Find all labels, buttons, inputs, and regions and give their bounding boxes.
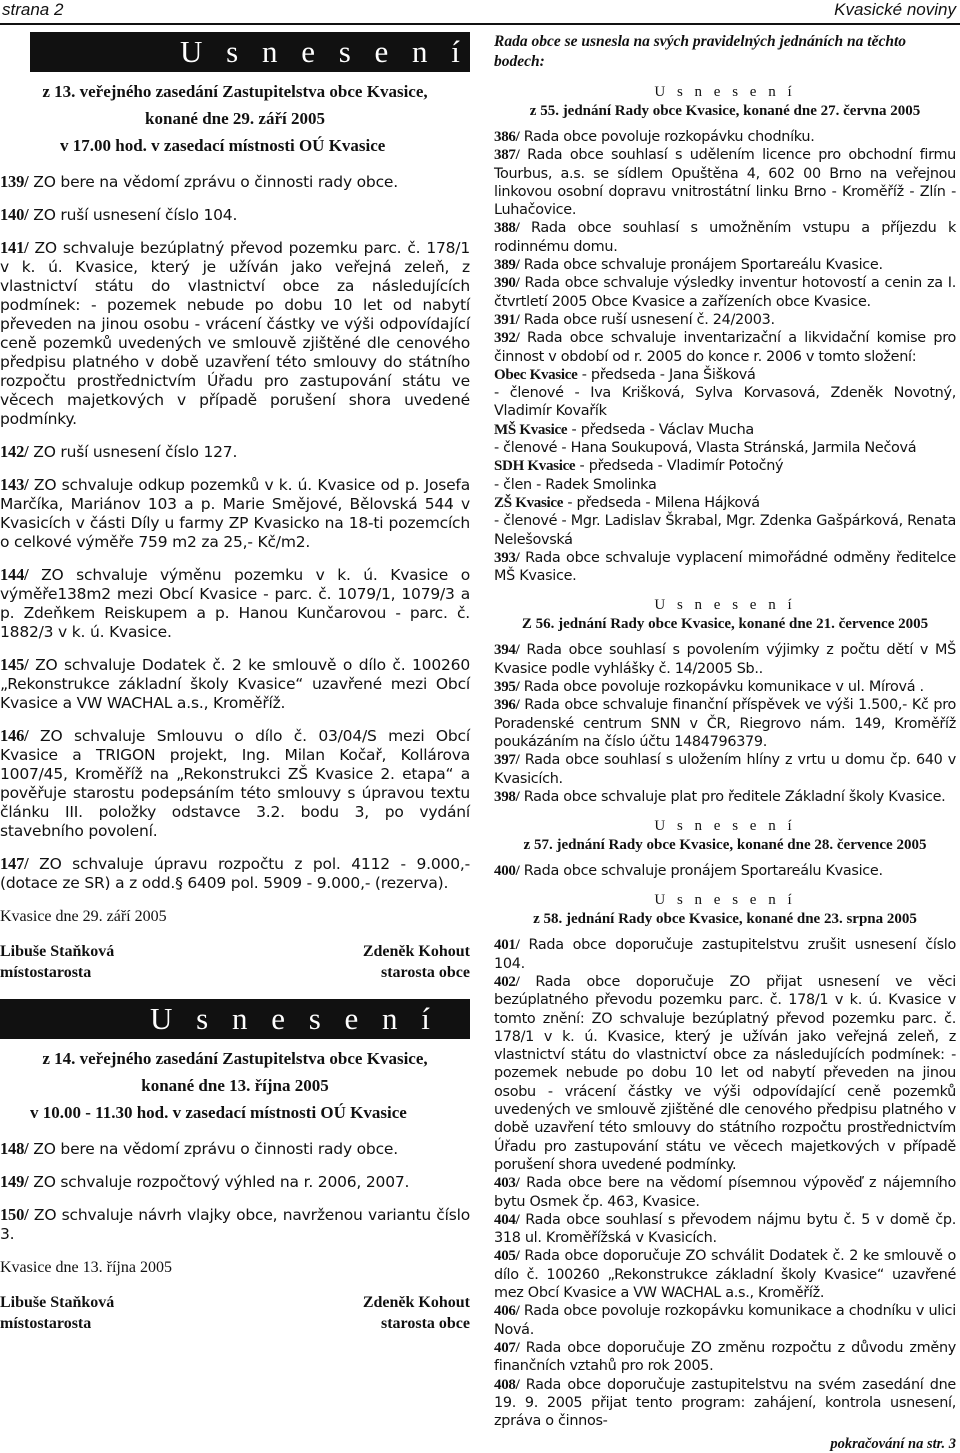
resolution-number: 404/ bbox=[494, 1211, 520, 1228]
newspaper-name: Kvasické noviny bbox=[834, 0, 956, 19]
resolution-number: 406/ bbox=[494, 1303, 520, 1320]
commission-members: - předseda - Vladimír Potočný bbox=[575, 458, 784, 475]
resolution-text: ZO schvaluje Dodatek č. 2 ke smlouvě o dílo č. 100260 „Rekonstrukce základní školy Kvasice“ uzavřené mezi Obcí Kvasice a VW WACHAL a.s., Kroměříž. bbox=[0, 656, 470, 712]
resolution-list bbox=[494, 862, 956, 880]
commission-line bbox=[494, 366, 956, 384]
signer-role: místostarosta bbox=[0, 1315, 92, 1332]
resolution-item bbox=[494, 1376, 956, 1431]
resolution-text: Rada obce schvaluje pronájem Sportareálu Kvasice. bbox=[523, 257, 883, 274]
meeting-line: konané dne 13. října 2005 bbox=[141, 1076, 329, 1095]
resolution-item bbox=[0, 1172, 470, 1192]
commission-body: Obec Kvasice bbox=[494, 366, 578, 383]
resolution-text: ZO schvaluje rozpočtový výhled na r. 2006, 2007. bbox=[33, 1173, 410, 1191]
page-header bbox=[0, 0, 960, 22]
commission-members: - předseda - Milena Hájková bbox=[563, 494, 760, 511]
resolution-item bbox=[494, 1302, 956, 1339]
resolution-item bbox=[494, 936, 956, 973]
left-column bbox=[0, 32, 470, 1336]
resolution-item bbox=[494, 219, 956, 256]
session-heading: z 57. jednání Rady obce Kvasice, konané dne 28. července 2005 bbox=[523, 837, 927, 854]
resolution-number: 394/ bbox=[494, 642, 520, 659]
session-heading: z 58. jednání Rady obce Kvasice, konané dne 23. srpna 2005 bbox=[533, 911, 917, 928]
resolution-text: Rada obce souhlasí s převodem nájmu bytu č. 5 v domě čp. 318 ul. Kroměřížská v Kvasicích. bbox=[494, 1211, 956, 1247]
resolution-item bbox=[494, 311, 956, 329]
usneseni-heading: U s n e s e n í bbox=[654, 84, 796, 100]
resolution-number: 405/ bbox=[494, 1248, 520, 1265]
meeting-line: v 17.00 hod. v zasedací místnosti OÚ Kvasice bbox=[60, 136, 386, 155]
resolution-item bbox=[494, 549, 956, 586]
date-line: Kvasice dne 13. října 2005 bbox=[0, 1259, 172, 1276]
resolution-text: Rada obce schvaluje pronájem Sportareálu Kvasice. bbox=[523, 863, 883, 880]
resolution-number: 149/ bbox=[0, 1172, 29, 1191]
resolution-text: Rada obce doporučuje zastupitelstvu zrušit usnesení číslo 104. bbox=[494, 937, 957, 972]
commission-members: - předseda - Václav Mucha bbox=[567, 421, 754, 438]
resolution-text: Rada obce souhlasí s uložením hlíny z vrtu u domu čp. 640 v Kvasicích. bbox=[494, 752, 956, 787]
resolution-number: 146/ bbox=[0, 726, 29, 745]
resolution-item bbox=[0, 442, 470, 462]
resolution-text: ZO ruší usnesení číslo 104. bbox=[33, 206, 238, 224]
resolution-number: 402/ bbox=[494, 973, 520, 990]
resolution-item bbox=[0, 172, 470, 192]
commission-members: - členové - Mgr. Ladislav Škrabal, Mgr. Zdenka Gašpárková, Renata Nelešovská bbox=[494, 513, 956, 548]
resolution-item bbox=[0, 854, 470, 893]
resolution-item bbox=[494, 641, 956, 678]
resolution-text: Rada obce schvaluje výsledky inventur hotovostí a cenin za I. čtvrtletí 2005 Obce Kvasice a zařízeních obce Kvasice. bbox=[494, 275, 956, 310]
resolution-item bbox=[0, 475, 470, 552]
signer-name: Zdeněk Kohout bbox=[362, 943, 470, 960]
header-rule bbox=[0, 23, 960, 25]
resolution-item bbox=[0, 726, 470, 841]
resolution-number: 401/ bbox=[494, 937, 520, 954]
council-intro: Rada obce se usnesla na svých pravidelných jednáních na těchto bodech: bbox=[494, 33, 907, 70]
usneseni-heading: U s n e s e n í bbox=[654, 597, 796, 614]
resolution-text: ZO schvaluje bezúplatný převod pozemku parc. č. 178/1 v k. ú. Kvasice, který je užíván jako veřejná zeleň, z vlastnictví státu do vlastnictví obce za následujících podmínek: - pozemek nebude po dobu 10 let od nabytí převeden na jinou osobu - vrácení částky ve výši odpovídající ceně pozemků uvedených ve smlouvě zjištěné dle cenového předpisu platného v době uzavření této smlouvy do státního rozpočtu prostřednictvím Úřadu pro zastupování státu ve věcech majetkových v případě porušení shora uvedené podmínky. bbox=[0, 239, 470, 428]
resolution-item bbox=[494, 256, 956, 274]
page-number: strana 2 bbox=[2, 0, 64, 19]
signatures bbox=[0, 941, 470, 985]
continued-note: pokračování na str. 3 bbox=[830, 1436, 956, 1453]
resolution-number: 395/ bbox=[494, 679, 520, 696]
resolution-item bbox=[494, 1174, 956, 1211]
resolution-number: 393/ bbox=[494, 549, 520, 566]
resolution-number: 407/ bbox=[494, 1339, 520, 1356]
resolution-number: 389/ bbox=[494, 257, 520, 274]
signatures bbox=[0, 1292, 470, 1336]
resolution-text: Rada obce doporučuje ZO změnu rozpočtu z důvodu změny finančních vztahů pro rok 2005. bbox=[494, 1339, 956, 1375]
resolution-text: ZO ruší usnesení číslo 127. bbox=[33, 443, 238, 461]
resolution-item bbox=[494, 329, 956, 366]
session-heading: z 55. jednání Rady obce Kvasice, konané dne 27. června 2005 bbox=[529, 103, 921, 119]
meeting-line: konané dne 29. září 2005 bbox=[145, 109, 325, 128]
right-column bbox=[494, 32, 956, 1453]
resolution-text: Rada obce povoluje rozkopávku komunikace a chodníku v ulici Nová. bbox=[494, 1303, 956, 1338]
resolution-item bbox=[0, 655, 470, 713]
resolution-number: 400/ bbox=[494, 863, 520, 880]
resolution-number: 148/ bbox=[0, 1139, 29, 1158]
resolution-item bbox=[494, 696, 956, 751]
resolution-text: Rada obce schvaluje plat pro ředitele Základní školy Kvasice. bbox=[523, 788, 946, 805]
signer-role: starosta obce bbox=[380, 964, 470, 981]
resolution-text: Rada obce schvaluje vyplacení mimořádné odměny ředitelce MŠ Kvasice. bbox=[494, 549, 956, 585]
resolution-text: Rada obce souhlasí s umožněním vstupu a příjezdu k rodinnému domu. bbox=[494, 220, 956, 255]
resolution-item bbox=[494, 1339, 956, 1376]
resolution-text: Rada obce bere na vědomí písemnou výpověď z nájemního bytu Osmek čp. 463, Kvasice. bbox=[494, 1175, 956, 1210]
resolution-text: ZO schvaluje Smlouvu o dílo č. 03/04/S mezi Obcí Kvasice a TRIGON projekt, Ing. Milan Kočař, Kollárova 1007/45, Kroměříž na „Rekonstrukci ZŠ Kvasice 2. etapa“ a pověřuje starostu podepsáním této smlouvy s úpravou textu článku III. položky odstavce 3.2. bodu 3, po vydání stavebního povolení. bbox=[0, 727, 470, 840]
resolution-number: 388/ bbox=[494, 220, 520, 237]
usneseni-banner: U s n e s e n í bbox=[0, 999, 470, 1039]
resolution-item bbox=[494, 973, 956, 1174]
commission-members: - členové - Iva Krišková, Sylva Korvasová, Zdeněk Novotný, Vladimír Kovařík bbox=[494, 385, 956, 420]
session-heading: Z 56. jednání Rady obce Kvasice, konané dne 21. července 2005 bbox=[521, 616, 929, 633]
signer-name: Libuše Staňková bbox=[0, 943, 115, 960]
resolution-list bbox=[0, 159, 470, 893]
resolution-text: ZO bere na vědomí zprávu o činnosti rady obce. bbox=[33, 1140, 398, 1158]
resolution-text: ZO schvaluje odkup pozemků v k. ú. Kvasice od p. Josefa Marčíka, Mariánov 103 a p. Marie Smějové, Bělovská 544 v Kvasicích v části Díly u farmy ZP Kvasicko na 18-ti pozemcích o celkové výměře 759 m2 za 25,- Kč/m2. bbox=[0, 476, 470, 551]
resolution-number: 150/ bbox=[0, 1205, 29, 1224]
resolution-text: ZO schvaluje návrh vlajky obce, navrženou variantu číslo 3. bbox=[0, 1206, 470, 1243]
resolution-number: 398/ bbox=[494, 788, 520, 805]
usneseni-banner: U s n e s e n í bbox=[30, 32, 470, 72]
resolution-item bbox=[0, 205, 470, 225]
resolution-text: ZO bere na vědomí zprávu o činnosti rady obce. bbox=[33, 173, 398, 191]
resolution-text: Rada obce ruší usnesení č. 24/2003. bbox=[523, 311, 775, 328]
signer-name: Libuše Staňková bbox=[0, 1294, 115, 1311]
resolution-text: Rada obce doporučuje ZO schválit Dodatek č. 2 ke smlouvě o dílo č. 100260 „Rekonstrukce základní školy Kvasice“ uzavřené mez Obcí Kvasice a VW WACHAL a.s., Kroměříž. bbox=[494, 1248, 957, 1302]
resolution-number: 144/ bbox=[0, 565, 29, 584]
meeting-line: z 14. veřejného zasedání Zastupitelstva obce Kvasice, bbox=[42, 1049, 428, 1068]
resolution-list bbox=[494, 549, 956, 586]
usneseni-heading: U s n e s e n í bbox=[654, 818, 796, 835]
resolution-number: 141/ bbox=[0, 238, 29, 257]
resolution-text: Rada obce povoluje rozkopávku chodníku. bbox=[523, 129, 815, 145]
resolution-item bbox=[494, 862, 956, 880]
commission-members: - předseda - Jana Šišková bbox=[577, 366, 756, 383]
commission-line bbox=[494, 494, 956, 512]
commission-line bbox=[494, 439, 956, 457]
resolution-text: ZO schvaluje úpravu rozpočtu z pol. 4112 - 9.000,- (dotace ze SR) a z odd.§ 6409 pol. 5909 - 9.000,- (rezerva). bbox=[0, 855, 470, 892]
resolution-item bbox=[494, 678, 956, 696]
commission-list bbox=[494, 366, 956, 549]
resolution-number: 145/ bbox=[0, 655, 29, 674]
resolution-text: Rada obce souhlasí s povolením výjimky z počtu dětí v MŠ Kvasice podle vyhlášky č. 14/2005 Sb.. bbox=[494, 642, 957, 677]
signer-role: starosta obce bbox=[380, 1315, 470, 1332]
resolution-number: 139/ bbox=[0, 172, 29, 191]
commission-line bbox=[494, 476, 956, 494]
commission-members: - člen - Radek Smolinka bbox=[494, 476, 657, 493]
commission-body: SDH Kvasice bbox=[494, 458, 576, 475]
commission-line bbox=[494, 384, 956, 421]
resolution-number: 143/ bbox=[0, 475, 29, 494]
meeting-line: z 13. veřejného zasedání Zastupitelstva obce Kvasice, bbox=[42, 82, 428, 101]
resolution-list bbox=[494, 128, 956, 366]
resolution-item bbox=[0, 565, 470, 642]
resolution-number: 147/ bbox=[0, 854, 29, 873]
resolution-number: 408/ bbox=[494, 1376, 520, 1393]
resolution-number: 387/ bbox=[494, 147, 520, 164]
resolution-item bbox=[494, 1247, 956, 1302]
commission-body: ZŠ Kvasice bbox=[494, 494, 564, 511]
commission-line bbox=[494, 457, 956, 475]
signer-role: místostarosta bbox=[0, 964, 92, 981]
resolution-text: Rada obce povoluje rozkopávku komunikace v ul. Mírová . bbox=[523, 679, 924, 696]
commission-line bbox=[494, 421, 956, 439]
resolution-number: 142/ bbox=[0, 442, 29, 461]
resolution-text: Rada obce schvaluje inventarizační a likvidační komise pro činnost v období od r. 2005 do konce r. 2006 v tomto složení: bbox=[494, 330, 957, 365]
resolution-list bbox=[494, 641, 956, 806]
meeting-line: v 10.00 - 11.30 hod. v zasedací místnosti OÚ Kvasice bbox=[30, 1103, 407, 1122]
resolution-item bbox=[494, 751, 956, 788]
resolution-item bbox=[494, 128, 956, 146]
resolution-number: 386/ bbox=[494, 129, 520, 145]
resolution-item bbox=[0, 238, 470, 429]
resolution-text: Rada obce doporučuje ZO přijat usnesení ve věci bezúplatného převodu pozemku parc. č. 178/1 v k. ú. Kvasice v tomto znění: ZO schvaluje bezúplatný převod pozemku parc. č. 178/1 v k. ú. Kvasice, který je užíván jako veřejná zeleň, z vlastnictví státu do vlastnictví obce za následujících podmínek: - pozemek nebude po dobu 10 let od nabytí převeden na jinou osobu - vrácení částky ve výši odpovídající ceně pozemků uvedených ve smlouvě zjištěné dle cenového předpisu platného v době uzavření této smlouvy do státního rozpočtu prostřednictvím Úřadu pro zastupování státu ve věcech majetkových v případě porušení shora uvedené podmínky. bbox=[494, 973, 956, 1173]
date-line: Kvasice dne 29. září 2005 bbox=[0, 908, 167, 925]
resolution-number: 392/ bbox=[494, 330, 520, 347]
resolution-text: Rada obce schvaluje finanční příspěvek ve výši 1.500,- Kč pro Poradenské centrum SNN v ČR, Riegrovo nám. 149, Kroměříž poukázáním na číslo účtu 1484796379. bbox=[494, 697, 957, 750]
resolution-text: Rada obce souhlasí s udělením licence pro obchodní firmu Tourbus, a.s. se sídlem Opuštěna 4, 602 00 Brno na veřejnou linkovou osobní dopravu vnitrostátní linku Brno - Kroměříž - Zlín - Luhačovice. bbox=[494, 147, 956, 219]
resolution-number: 390/ bbox=[494, 275, 520, 292]
resolution-item bbox=[0, 1139, 470, 1159]
commission-body: MŠ Kvasice bbox=[494, 421, 568, 438]
usneseni-heading: U s n e s e n í bbox=[654, 892, 796, 909]
signer-name: Zdeněk Kohout bbox=[362, 1294, 470, 1311]
resolution-text: ZO schvaluje výměnu pozemku v k. ú. Kvasice o výměře138m2 mezi Obcí Kvasice - parc. č. 1079/1, 1079/3 a p. Zdeňkem Reiskupem a p. Hanou Kunčarovou - parc. č. 1882/3 v k. ú. Kvasice. bbox=[0, 566, 470, 641]
resolution-list bbox=[0, 1126, 470, 1244]
resolution-item bbox=[494, 146, 956, 219]
resolution-number: 396/ bbox=[494, 697, 520, 714]
commission-members: - členové - Hana Soukupová, Vlasta Stránská, Jarmila Nečová bbox=[494, 440, 917, 457]
resolution-list bbox=[494, 936, 956, 1430]
commission-line bbox=[494, 512, 956, 549]
resolution-item bbox=[494, 788, 956, 806]
resolution-text: Rada obce doporučuje zastupitelstvu na svém zasedání dne 19. 9. 2005 přijat tento program: zahájení, kontrola usnesení, zpráva o činnos- bbox=[494, 1376, 956, 1430]
resolution-item bbox=[494, 1211, 956, 1248]
resolution-item bbox=[494, 274, 956, 311]
resolution-item bbox=[0, 1205, 470, 1244]
resolution-number: 397/ bbox=[494, 752, 520, 769]
resolution-number: 403/ bbox=[494, 1175, 520, 1192]
resolution-number: 140/ bbox=[0, 205, 29, 224]
resolution-number: 391/ bbox=[494, 311, 520, 328]
